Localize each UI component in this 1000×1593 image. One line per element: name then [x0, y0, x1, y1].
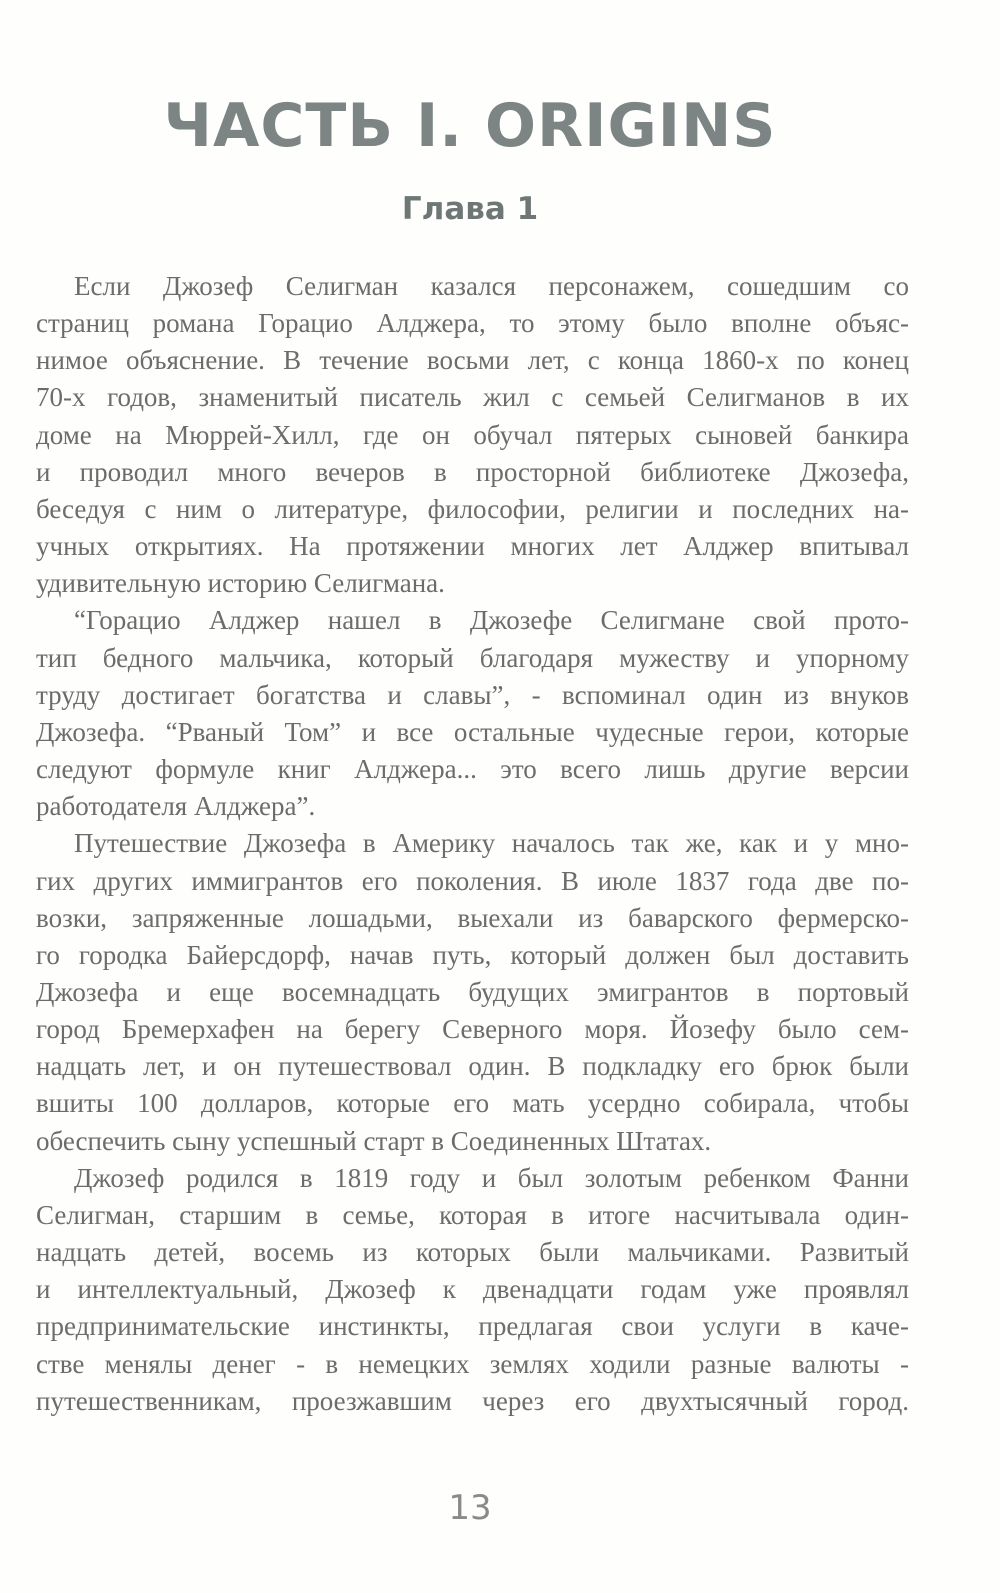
- text-line: страниц романа Горацио Алджера, то этому было вполне объяс-: [36, 308, 909, 339]
- text-line: возки, запряженные лошадьми, выехали из баварского фермерско-: [36, 902, 909, 933]
- text-line: учных открытиях. На протяжении многих лет Алджер впитывал: [36, 531, 909, 562]
- text-line: Джозефа и еще восемнадцать будущих эмигрантов в портовый: [36, 976, 909, 1007]
- text-line: 70-х годов, знаменитый писатель жил с семьей Селигманов в их: [36, 382, 909, 413]
- text-line: стве менялы денег - в немецких землях ходили разные валюты -: [36, 1348, 909, 1379]
- text-line: и проводил много вечеров в просторной библиотеке Джозефа,: [36, 456, 909, 487]
- text-line: город Бремерхафен на берегу Северного моря. Йозефу было сем-: [36, 1014, 909, 1045]
- text-line: Путешествие Джозефа в Америку началось так же, как и у мно-: [74, 828, 909, 859]
- page-number: 13: [448, 1488, 492, 1528]
- text-line: гих других иммигрантов его поколения. В июле 1837 года две по-: [36, 865, 909, 896]
- text-line: “Горацио Алджер нашел в Джозефе Селигмане свой прото-: [74, 605, 909, 636]
- text-line: работодателя Алджера”.: [36, 791, 316, 822]
- text-line: надцать детей, восемь из которых были мальчиками. Развитый: [36, 1237, 909, 1268]
- text-line: Если Джозеф Селигман казался персонажем, сошедшим со: [74, 271, 909, 301]
- text-line: удивительную историю Селигмана.: [36, 568, 445, 599]
- text-line: тип бедного мальчика, который благодаря мужеству и упорному: [36, 642, 909, 673]
- text-line: надцать лет, и он путешествовал один. В подкладку его брюк были: [36, 1051, 909, 1082]
- chapter-title: Глава 1: [401, 191, 539, 227]
- text-line: Джозеф родился в 1819 году и был золотым ребенком Фанни: [74, 1162, 909, 1193]
- body-text: [36, 268, 909, 1420]
- text-line: предпринимательские инстинкты, предлагая свои услуги в каче-: [36, 1311, 909, 1342]
- part-title: ЧАСТЬ I. ORIGINS: [163, 91, 777, 161]
- text-line: и интеллектуальный, Джозеф к двенадцати годам уже проявлял: [36, 1274, 909, 1305]
- text-line: доме на Мюррей-Хилл, где он обучал пятерых сыновей банкира: [36, 419, 909, 450]
- text-line: Селигман, старшим в семье, которая в итоге насчитывала один-: [36, 1199, 909, 1230]
- text-line: нимое объяснение. В течение восьми лет, с конца 1860-х по конец: [36, 345, 909, 376]
- text-line: вшиты 100 долларов, которые его мать усердно собирала, чтобы: [36, 1088, 909, 1119]
- text-line: го городка Байерсдорф, начав путь, который должен был доставить: [36, 939, 909, 970]
- text-line: обеспечить сыну успешный старт в Соединенных Штатах.: [36, 1125, 712, 1156]
- text-line: беседуя с ним о литературе, философии, религии и последних на-: [36, 493, 909, 524]
- text-line: труду достигает богатства и славы”, - вспоминал один из внуков: [36, 679, 909, 710]
- text-line: путешественникам, проезжавшим через его двухтысячный город.: [36, 1385, 909, 1416]
- text-line: следуют формуле книг Алджера... это всего лишь другие версии: [36, 754, 909, 785]
- text-line: Джозефа. “Рваный Том” и все остальные чудесные герои, которые: [36, 716, 909, 747]
